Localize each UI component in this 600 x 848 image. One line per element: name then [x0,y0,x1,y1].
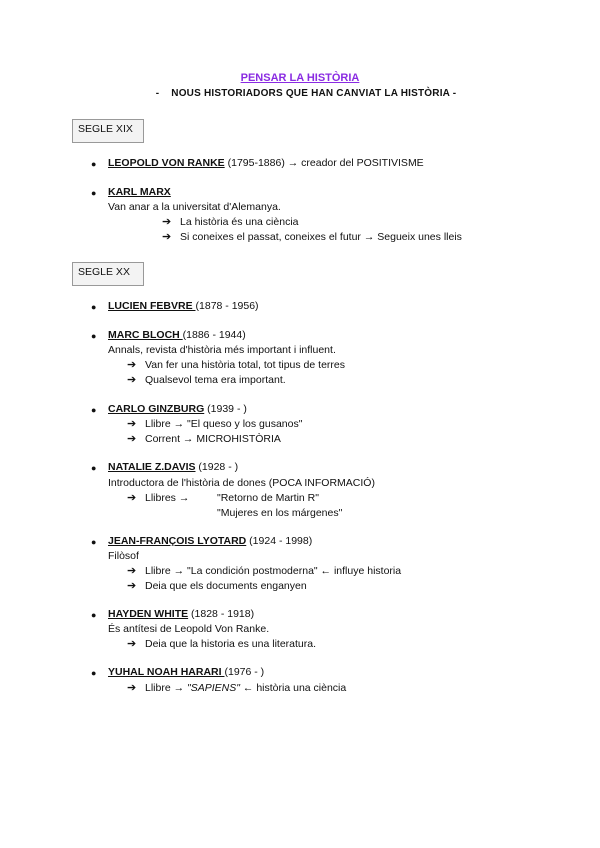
historian-info-white: (1828 - 1918) [188,608,255,620]
section-header-segle-xx: SEGLE XX [72,262,144,286]
point-marx-2: Si coneixes el passat, coneixes el futur → Segueix unes lleis [180,231,462,243]
historian-name-bloch: MARC BLOCH [108,329,183,341]
historian-info-harari: (1976 - ) [224,666,265,678]
entry-white [108,608,254,620]
historian-name-ranke: LEOPOLD VON RANKE [108,157,225,169]
bullet-icon: ● [91,331,97,341]
historian-name-marx: KARL MARX [108,186,171,198]
historian-name-harari: YUHAL NOAH HARARI [108,666,225,678]
historian-info-ranke: (1795-1886) → creador del POSITIVISME [224,157,424,169]
arrow-icon: ➔ [162,216,172,228]
point-ginzburg-2: Corrent → MICROHISTÒRIA [145,433,281,445]
historian-info-febvre: (1878 - 1956) [195,300,259,312]
point-harari-book: "SAPIENS" [187,682,240,694]
document-subtitle [0,88,600,99]
historian-info-bloch: (1886 - 1944) [182,329,246,341]
entry-ginzburg [108,403,247,415]
subtitle-dash: - [155,88,160,99]
bullet-icon: ● [91,159,97,169]
historian-info-davis: (1928 - ) [195,461,239,473]
historian-name-white: HAYDEN WHITE [108,608,189,620]
arrow-icon: ➔ [127,682,137,694]
historian-info-ginzburg: (1939 - ) [204,403,247,415]
arrow-icon: ➔ [127,565,137,577]
point-harari-post: ← història una ciència [240,682,347,694]
entry-lyotard [108,535,312,547]
historian-desc-white: És antítesi de Leopold Von Ranke. [108,623,270,635]
arrow-icon: ➔ [127,638,137,650]
historian-name-febvre: LUCIEN FEBVRE [108,300,196,312]
historian-desc-davis: Introductora de l'història de dones (POCA INFORMACIÓ) [108,477,375,489]
entry-ranke [108,157,424,169]
historian-name-davis: NATALIE Z.DAVIS [108,461,196,473]
arrow-icon: ➔ [127,492,137,504]
entry-davis [108,461,238,473]
entry-harari [108,666,264,678]
historian-name-lyotard: JEAN-FRANÇOIS LYOTARD [108,535,247,547]
historian-info-lyotard: (1924 - 1998) [246,535,313,547]
point-harari-1 [145,682,346,694]
point-white-1: Deia que la historia es una literatura. [145,638,317,650]
bullet-icon: ● [91,405,97,415]
bullet-icon: ● [91,188,97,198]
arrow-icon: ➔ [162,231,172,243]
historian-name-ginzburg: CARLO GINZBURG [108,403,205,415]
historian-desc-marx: Van anar a la universitat d'Alemanya. [108,201,281,213]
bullet-icon: ● [91,302,97,312]
point-lyotard-1: Llibre → "La condición postmoderna" ← influye historia [145,565,402,577]
arrow-icon: ➔ [127,580,137,592]
entry-febvre [108,300,259,312]
section-header-segle-xix: SEGLE XIX [72,119,144,143]
point-harari-pre: Llibre → [145,682,188,694]
bullet-icon: ● [91,463,97,473]
historian-desc-bloch: Annals, revista d'història més important i influent. [108,344,336,356]
arrow-icon: ➔ [127,374,137,386]
subtitle-text: NOUS HISTORIADORS QUE HAN CANVIAT LA HISTÒRIA - [171,88,457,99]
bullet-icon: ● [91,668,97,678]
point-bloch-1: Van fer una història total, tot tipus de terres [145,359,345,371]
arrow-icon: ➔ [127,359,137,371]
entry-bloch [108,329,246,341]
point-davis-label: Llibres → [145,492,190,504]
bullet-icon: ● [91,610,97,620]
point-bloch-2: Qualsevol tema era important. [145,374,286,386]
bullet-icon: ● [91,537,97,547]
historian-desc-lyotard: Filòsof [108,550,139,562]
arrow-icon: ➔ [127,433,137,445]
point-marx-1: La història és una ciència [180,216,299,228]
book-davis-1: "Retorno de Martin R" [217,492,319,504]
point-lyotard-2: Deia que els documents enganyen [145,580,307,592]
arrow-icon: ➔ [127,418,137,430]
book-davis-2: "Mujeres en los márgenes" [217,507,343,519]
point-ginzburg-1: Llibre → "El queso y los gusanos" [145,418,303,430]
document-title: PENSAR LA HISTÒRIA [240,72,360,84]
